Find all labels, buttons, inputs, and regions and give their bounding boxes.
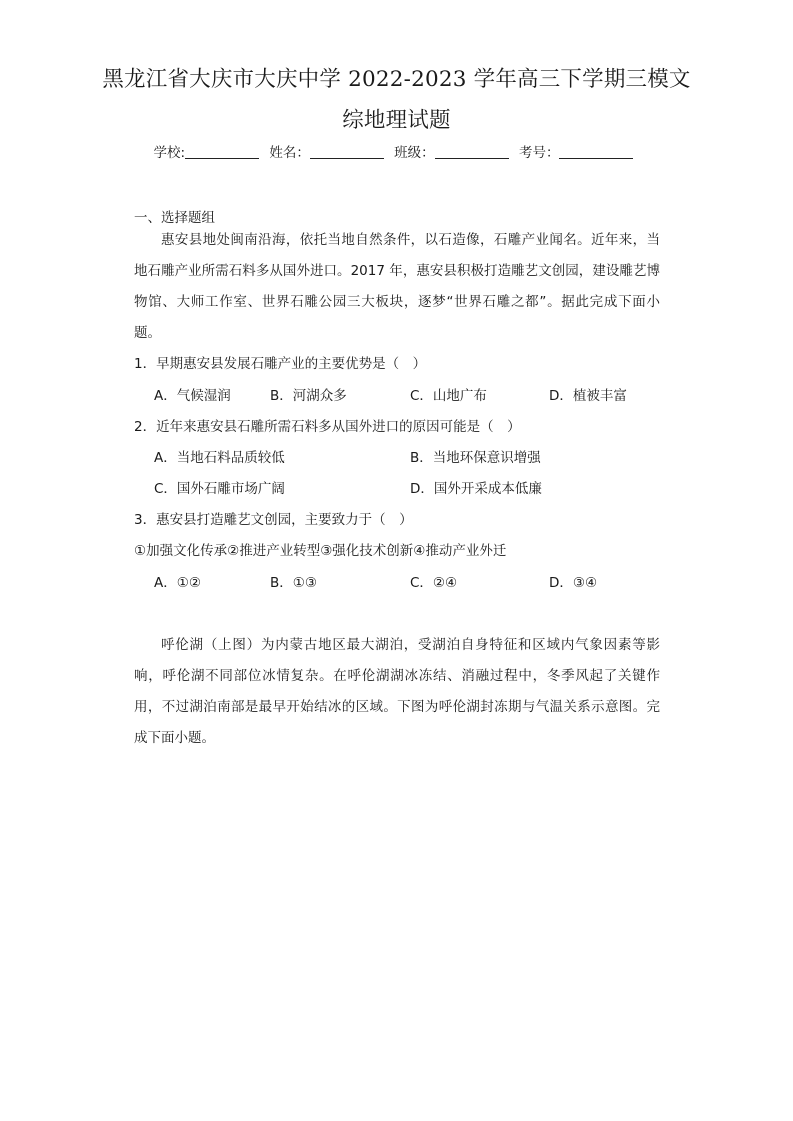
question-3-stem: 3．惠安县打造雕艺文创园，主要致力于（ ） [134,512,413,528]
question-2-option-d[interactable]: D．国外开采成本低廉 [410,481,542,497]
name-label: 姓名： [269,145,310,161]
name-blank[interactable] [310,144,384,159]
question-2-option-a[interactable]: A．当地石料品质较低 [154,450,285,466]
question-2-option-c[interactable]: C．国外石雕市场广阔 [154,481,285,497]
question-3-statements: ①加强文化传承②推进产业转型③强化技术创新④推动产业外迁 [134,543,507,559]
question-3-option-d[interactable]: D．③④ [549,575,598,591]
question-3-option-b[interactable]: B．①③ [270,575,317,591]
question-3-option-a[interactable]: A．①② [154,575,201,591]
school-blank[interactable] [185,144,259,159]
section-heading: 一、选择题组 [134,210,215,226]
school-label: 学校: [153,145,186,161]
exam-title-line-1: 黑龙江省大庆市大庆中学 2022-2023 学年高三下学期三模文 [102,67,691,92]
question-1-option-b[interactable]: B．河湖众多 [270,388,347,404]
class-label: 班级： [394,145,435,161]
question-1-option-c[interactable]: C．山地广布 [410,388,487,404]
question-2-stem: 2．近年来惠安县石雕所需石料多从国外进口的原因可能是（ ） [134,419,521,435]
exam-number-label: 考号： [518,145,560,161]
passage-stone-carving: 惠安县地处闽南沿海，依托当地自然条件，以石造像，石雕产业闻名。近年来，当地石雕产业所需石料多从国外进口。2017 年，惠安县积极打造雕艺文创园，建设雕艺博物馆、大师工作室、世界石雕公园三大板块，逐梦“世界石雕之都”。据此完成下面小题。 [134,232,660,341]
student-info-row [0,144,793,162]
passage-hulun-lake: 呼伦湖（上图）为内蒙古地区最大湖泊，受湖泊自身特征和区域内气象因素等影响，呼伦湖不同部位冰情复杂。在呼伦湖湖冰冻结、消融过程中，冬季风起了关键作用，不过湖泊南部是最早开始结冰的区域。下图为呼伦湖封冻期与气温关系示意图。完成下面小题。 [134,637,660,746]
exam-number-blank[interactable] [559,144,633,159]
class-blank[interactable] [435,144,509,159]
question-2-option-b[interactable]: B．当地环保意识增强 [410,450,541,466]
question-3-option-c[interactable]: C．②④ [410,575,458,591]
question-1-stem: 1．早期惠安县发展石雕产业的主要优势是（ ） [134,356,427,372]
exam-title-line-2: 综地理试题 [342,108,451,133]
question-1-option-d[interactable]: D．植被丰富 [549,388,627,404]
question-1-option-a[interactable]: A．气候湿润 [154,388,231,404]
